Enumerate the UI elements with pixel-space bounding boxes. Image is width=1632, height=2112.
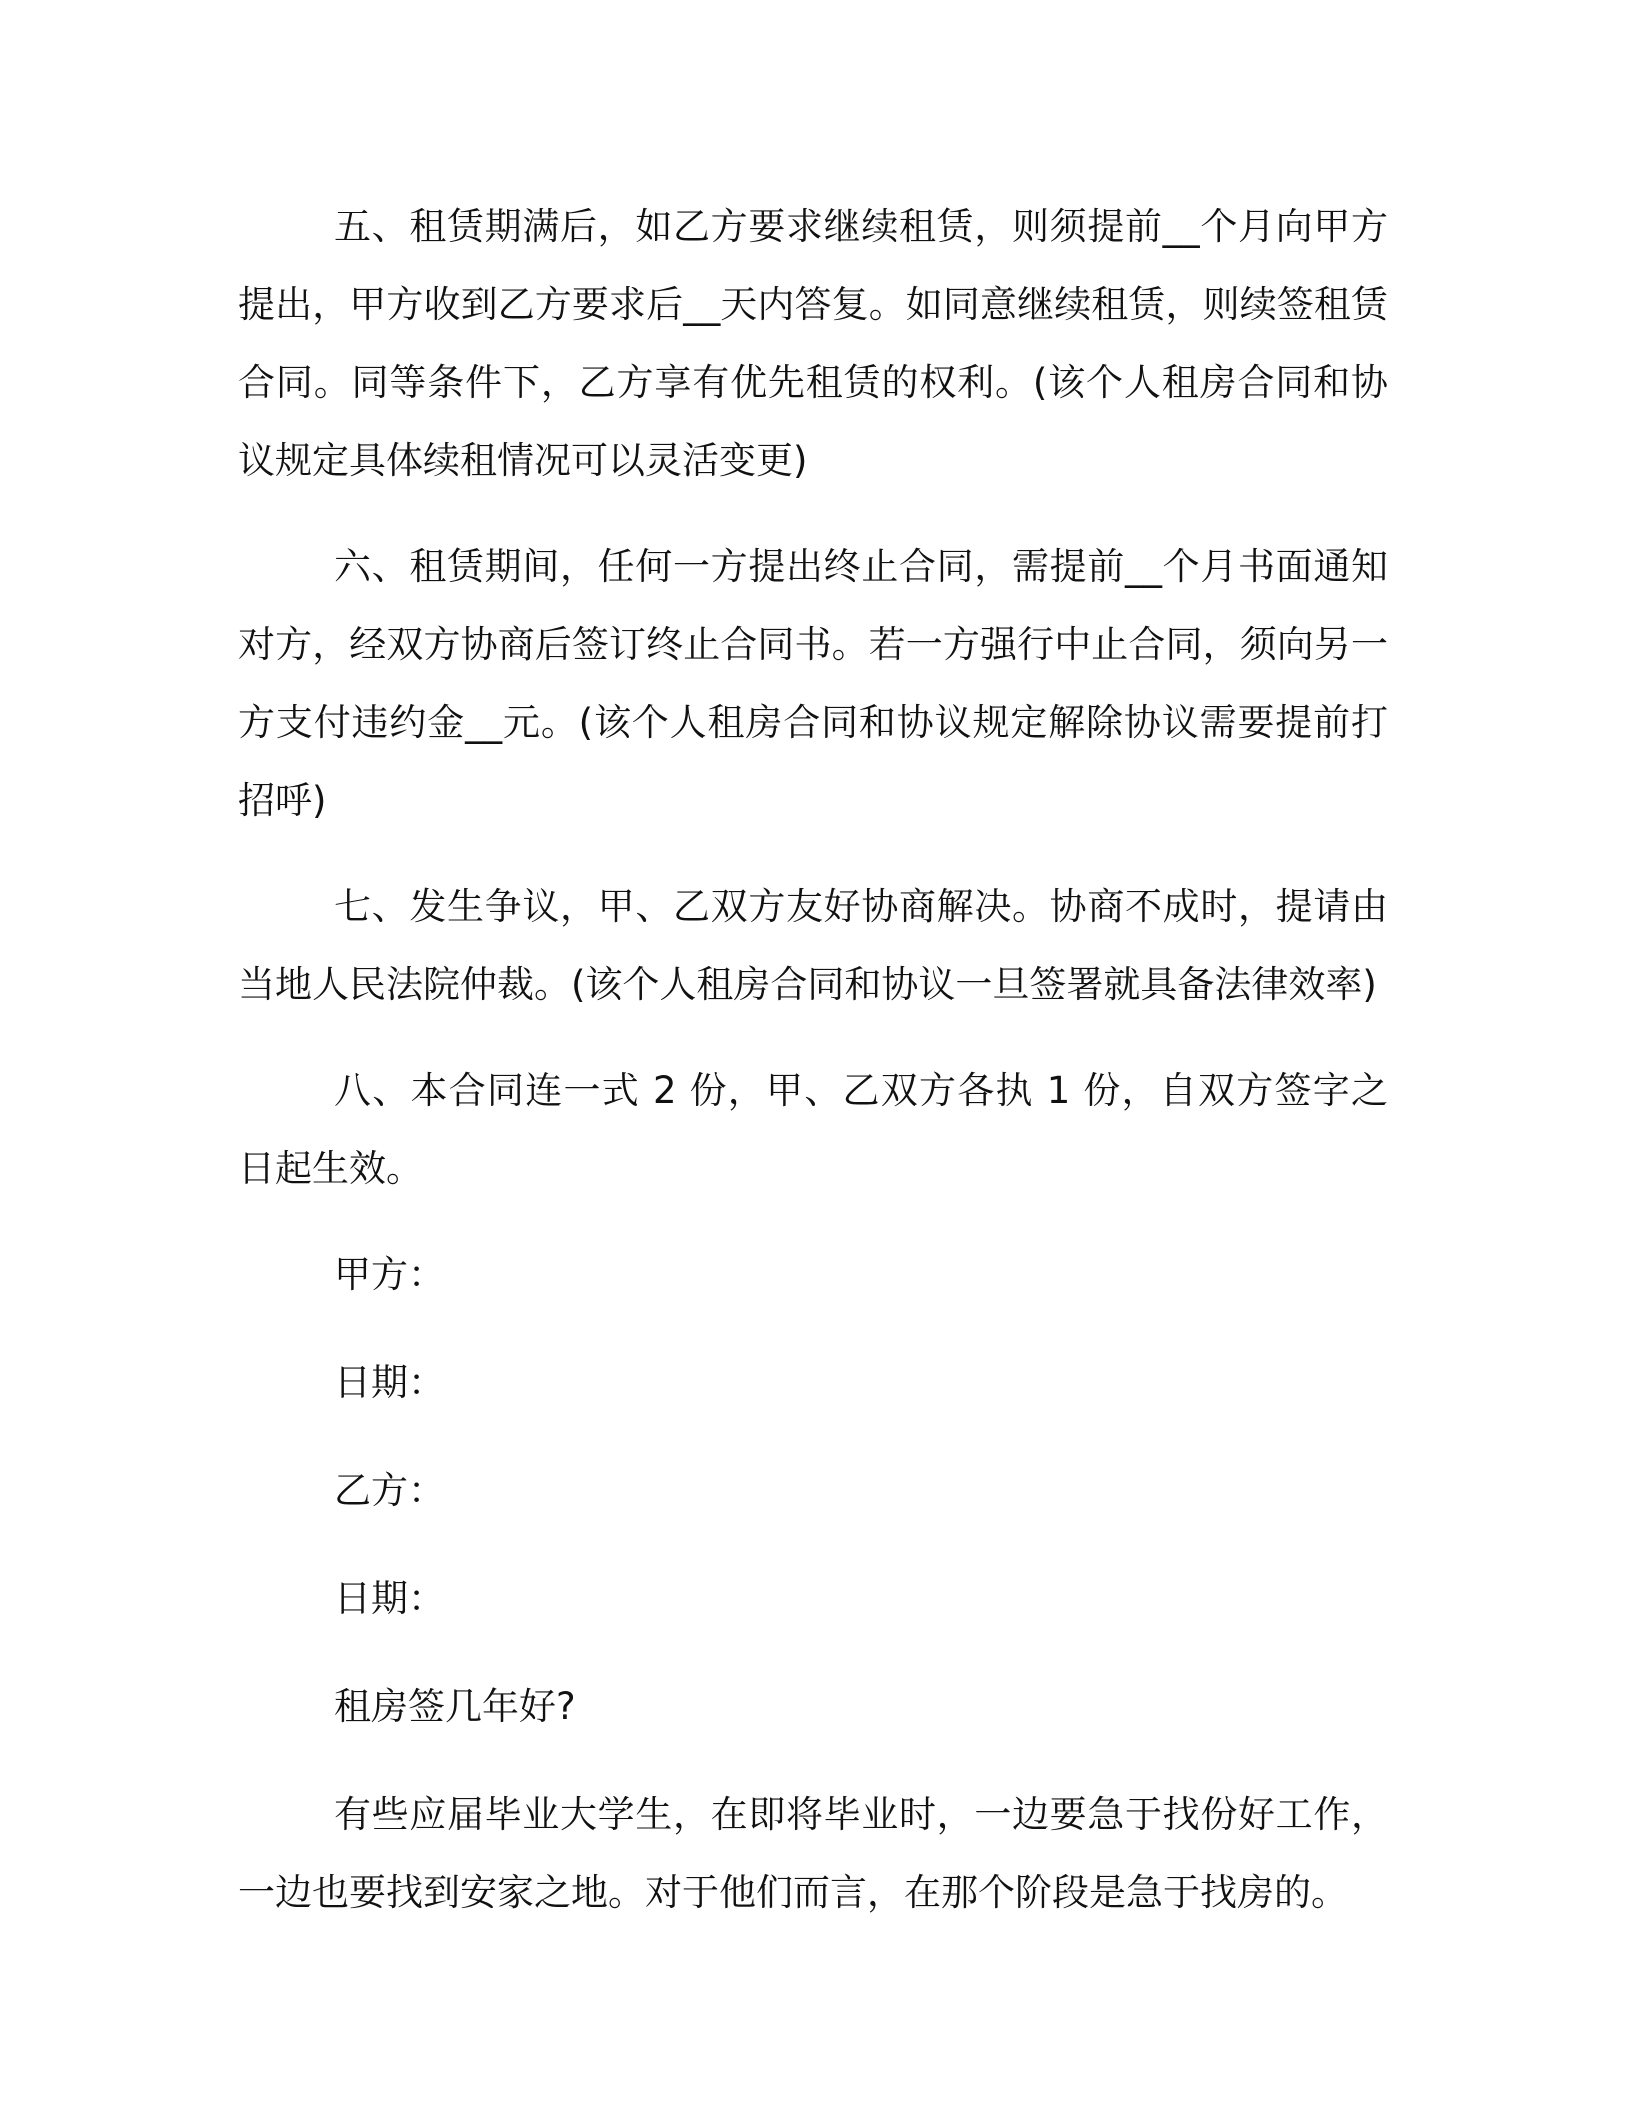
document-body bbox=[238, 188, 1388, 1960]
party-b-signature-label: 乙方： bbox=[334, 1469, 445, 1512]
party-b-date-label: 日期： bbox=[334, 1577, 445, 1620]
section-heading: 租房签几年好? bbox=[334, 1685, 576, 1728]
clause-eight: 八、本合同连一式 2 份，甲、乙双方各执 1 份，自双方签字之日起生效。 bbox=[238, 1069, 1388, 1190]
clause-six: 六、租赁期间，任何一方提出终止合同，需提前__个月书面通知对方，经双方协商后签订终止合同书。若一方强行中止合同，须向另一方支付违约金__元。(该个人租房合同和协议规定解除协议需要提前打招呼) bbox=[238, 545, 1388, 822]
party-a-signature-label: 甲方： bbox=[334, 1253, 445, 1296]
closing-paragraph: 有些应届毕业大学生，在即将毕业时，一边要急于找份好工作，一边也要找到安家之地。对于他们而言，在那个阶段是急于找房的。 bbox=[238, 1793, 1388, 1914]
clause-seven: 七、发生争议，甲、乙双方友好协商解决。协商不成时，提请由当地人民法院仲裁。(该个人租房合同和协议一旦签署就具备法律效率) bbox=[238, 885, 1388, 1006]
party-a-date-label: 日期： bbox=[334, 1361, 445, 1404]
clause-five: 五、租赁期满后，如乙方要求继续租赁，则须提前__个月向甲方提出，甲方收到乙方要求后__天内答复。如同意继续租赁，则续签租赁合同。同等条件下，乙方享有优先租赁的权利。(该个人租房合同和协议规定具体续租情况可以灵活变更) bbox=[238, 205, 1388, 482]
